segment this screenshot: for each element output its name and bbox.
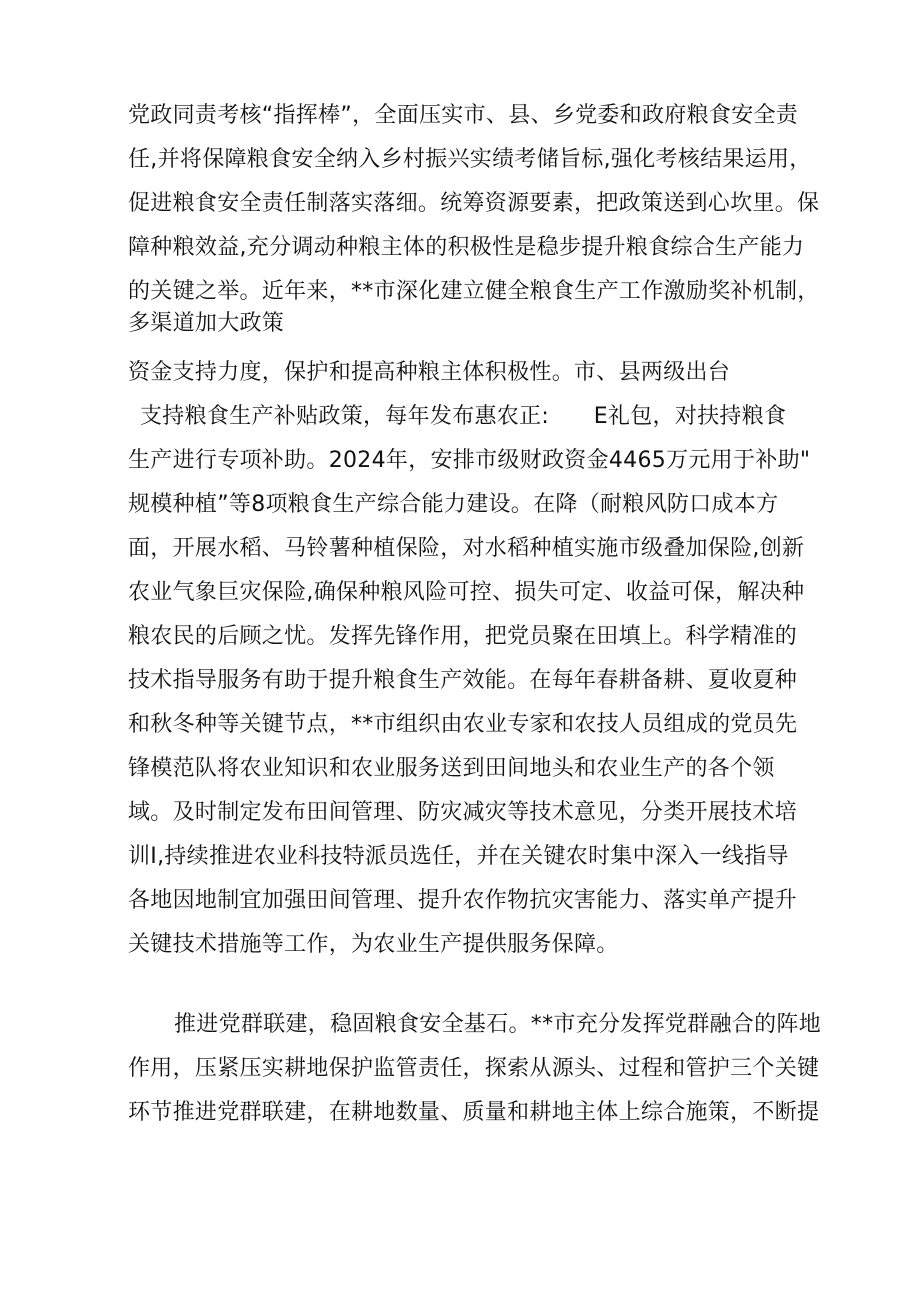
text-line: 生产进行专项补助。2024年，安排市级财政资金4465万元用于补助" — [128, 448, 811, 473]
text-line: 资金支持力度，保护和提高种粮主体积极性。市、县两级出台 — [128, 360, 731, 385]
text-line: 推进党群联建，稳固粮食安全基石。**市充分发挥党群融合的阵地 — [174, 1012, 822, 1037]
text-line: 技术指导服务有助于提升粮食生产效能。在每年春耕备耕、夏收夏种 — [128, 668, 798, 693]
text-line: 锋模范队将农业知识和农业服务送到田间地头和农业生产的各个领 — [128, 756, 775, 781]
text-line: 规模种植”等8项粮食生产综合能力建设。在降（耐粮风防口成本方 — [128, 492, 779, 517]
text-line: 障种粮效益,充分调动种粮主体的积极性是稳步提升粮食综合生产能力 — [128, 235, 805, 260]
text-line: 域。及时制定发布田间管理、防灾减灾等技术意见，分类开展技术培 — [128, 800, 798, 825]
text-line: 粮农民的后顾之忧。发挥先锋作用，把党员聚在田填上。科学精准的 — [128, 624, 798, 649]
text-line: 作用，压紧压实耕地保护监管责任，探索从源头、过程和管护三个关键 — [128, 1056, 820, 1081]
text-line: 农业气象巨灾保险,确保种粮风险可控、损失可定、收益可保，解决种 — [128, 580, 805, 605]
text-line: 环节推进党群联建，在耕地数量、质量和耕地主体上综合施策，不断提 — [128, 1100, 820, 1125]
text-line: 促进粮食安全责任制落实落细。统筹资源要素，把政策送到心坎里。保 — [128, 191, 820, 216]
text-line: 关键技术措施等工作，为农业生产提供服务保障。 — [128, 932, 619, 957]
text-line: 多渠道加大政策 — [128, 311, 285, 336]
text-line: 面，开展水稻、马铃薯种植保险，对水稻种植实施市级叠加保险,创新 — [128, 536, 805, 561]
text-line: 训I,持续推进农业科技特派员选任，并在关键农时集中深入一线指导 — [128, 844, 789, 869]
text-line: 各地因地制宜加强田间管理、提升农作物抗灾害能力、落实单产提升 — [128, 888, 798, 913]
text-line: 和秋冬种等关键节点，**市组织由农业专家和农技人员组成的党员先 — [128, 712, 798, 737]
text-line: 的关键之举。近年来，**市深化建立健全粮食生产工作激励奖补机制， — [128, 279, 820, 304]
text-line: 任,并将保障粮食安全纳入乡村振兴实绩考储旨标,强化考核结果运用， — [128, 147, 812, 172]
text-line: 党政同责考核“指挥棒”，全面压实市、县、乡党委和政府粮食安全责 — [128, 103, 799, 128]
text-line: 支持粮食生产补贴政策，每年发布惠农正: E礼包，对扶持粮食 — [140, 404, 787, 429]
